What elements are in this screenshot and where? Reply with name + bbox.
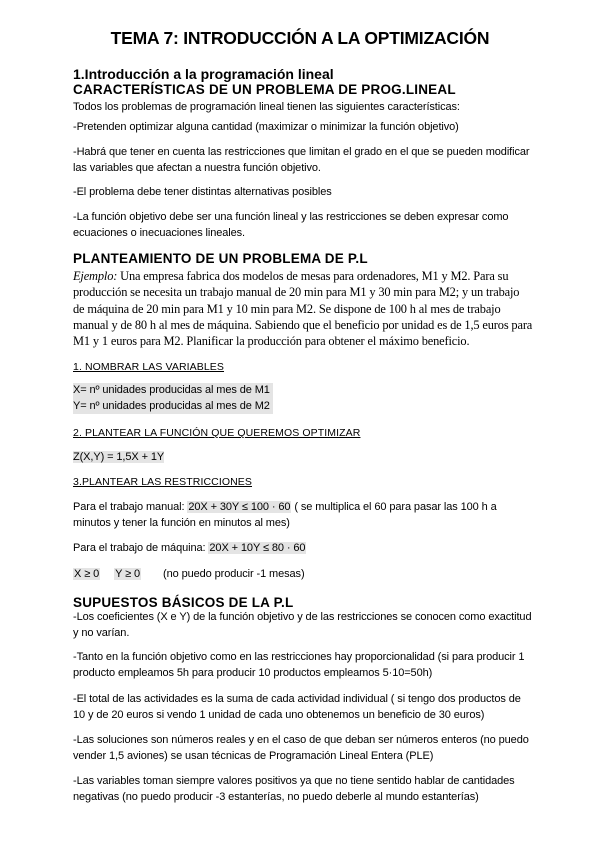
section1-item-4: -La función objetivo debe ser una función lineal y las restricciones se deben expresar como ecuaciones o inecuaciones lineales.: [73, 211, 509, 239]
section3-item-2: -Tanto en la función objetivo como en las restricciones hay proporcionalidad (si para producir 1 producto empleamos 5h para producir 10 productos empleamos 5·10=50h): [73, 651, 525, 679]
manual-constraint-note: ( se multiplica el 60 para pasar las 100 h a minutos y tener la función en minutos al mes): [73, 501, 497, 529]
example-label: Ejemplo:: [73, 269, 118, 283]
section3-item-4: -Las soluciones son números reales y en el caso de que deban ser números enteros (no puedo vender 1,5 aviones) se usan técnicas de Programación Lineal Entera (PLE): [73, 734, 529, 762]
section1-subheading: CARACTERÍSTICAS DE UN PROBLEMA DE PROG.LINEAL: [73, 82, 456, 97]
section3-heading: SUPUESTOS BÁSICOS DE LA P.L: [73, 595, 294, 610]
step3-label: 3.PLANTEAR LAS RESTRICCIONES: [73, 476, 253, 488]
section1-heading: 1.Introducción a la programación lineal: [73, 66, 334, 82]
step2-label: 2. PLANTEAR LA FUNCIÓN QUE QUEREMOS OPTIMIZAR: [73, 427, 361, 439]
step1-label: 1. NOMBRAR LAS VARIABLES: [73, 361, 225, 373]
non-negativity-x: X ≥ 0: [74, 568, 100, 580]
example-text: Una empresa fabrica dos modelos de mesas para ordenadores, M1 y M2. Para su producción se necesita un trabajo manual de 20 min para M1 y 30 min para M2; y un trabajo de máquina de 20 min para M1 y 10 min para M2. Se dispone de 100 h al mes de trabajo manual y de 80 h al mes de máquina. Sabiendo que el beneficio por unidad es de 1,5 euros para M1 y 1 euros para M2. Planificar la producción para obtener el máximo beneficio.: [73, 269, 533, 349]
section3-item-3: -El total de las actividades es la suma de cada actividad individual ( si tengo dos productos de 10 y de 20 euros si vendo 1 unidad de cada uno obtenemos un beneficio de 30 euros): [73, 693, 521, 721]
non-negativity-y: Y ≥ 0: [115, 568, 141, 580]
section1-item-2: -Habrá que tener en cuenta las restricciones que limitan el grado en el que se pueden modificar las variables que afectan a nuestra función objetivo.: [73, 146, 530, 174]
non-negativity-constraints: [73, 567, 533, 583]
machine-constraint: [73, 541, 533, 557]
non-negativity-note: (no puedo producir -1 mesas): [163, 568, 305, 580]
section1-item-1: -Pretenden optimizar alguna cantidad (maximizar o minimizar la función objetivo): [73, 121, 459, 133]
manual-constraint: [73, 500, 533, 531]
variable-y-definition: Y= nº unidades producidas al mes de M2: [73, 399, 273, 415]
section1-intro: Todos los problemas de programación lineal tienen las siguientes características:: [73, 101, 460, 113]
section1-item-3: -El problema debe tener distintas alternativas posibles: [73, 186, 332, 198]
objective-function: Z(X,Y) = 1,5X + 1Y: [73, 451, 165, 463]
machine-constraint-prefix: Para el trabajo de máquina:: [73, 542, 209, 554]
machine-constraint-expression: 20X + 10Y ≤ 80 · 60: [209, 542, 306, 554]
section2-heading: PLANTEAMIENTO DE UN PROBLEMA DE P.L: [73, 251, 368, 266]
variable-x-definition: X= nº unidades producidas al mes de M1: [73, 383, 273, 399]
variable-definitions: [73, 383, 533, 414]
manual-constraint-prefix: Para el trabajo manual:: [73, 501, 188, 513]
document-title: TEMA 7: INTRODUCCIÓN A LA OPTIMIZACIÓN: [110, 28, 490, 48]
manual-constraint-expression: 20X + 30Y ≤ 100 · 60: [188, 501, 291, 513]
example-paragraph: [73, 268, 533, 349]
section3-item-1: -Los coeficientes (X e Y) de la función objetivo y de las restricciones se conocen como exactitud y no varían.: [73, 611, 532, 639]
objective-function-line: [73, 450, 533, 466]
section3-item-5: -Las variables toman siempre valores positivos ya que no tiene sentido hablar de cantidades negativas (no puedo producir -3 estanterías, no puedo deberle al mundo estanterías): [73, 775, 515, 803]
